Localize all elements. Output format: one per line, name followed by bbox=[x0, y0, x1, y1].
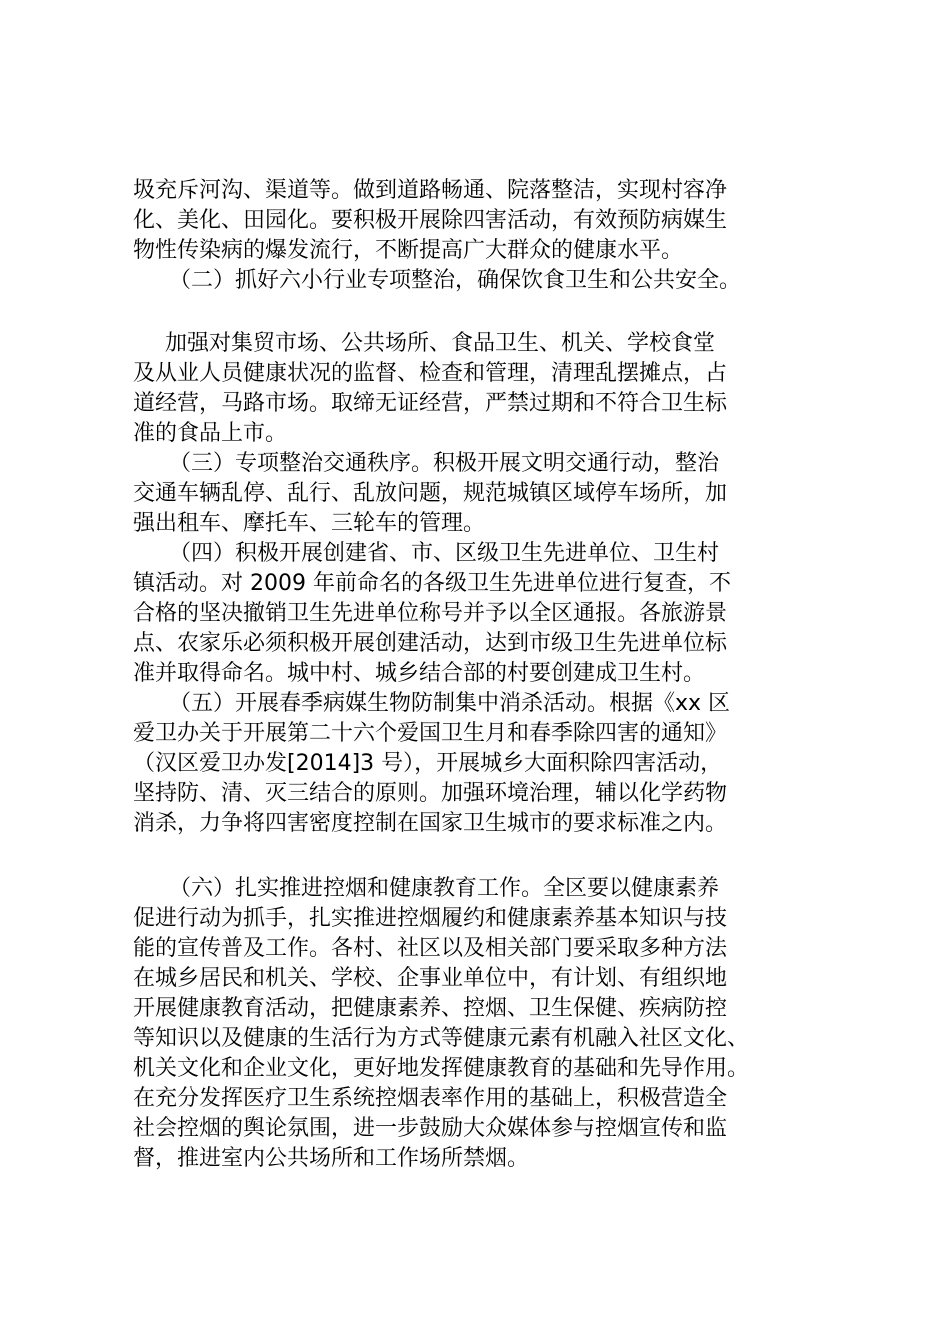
text-line: 点、农家乐必须积极开展创建活动，达到市级卫生先进单位标 bbox=[133, 631, 728, 656]
paragraph-market-supervision bbox=[133, 329, 833, 449]
text-line: 在充分发挥医疗卫生系统控烟表率作用的基础上，积极营造全 bbox=[133, 1086, 728, 1111]
text-line: 镇活动。对 2009 年前命名的各级卫生先进单位进行复查，不 bbox=[133, 571, 731, 596]
text-line: 消杀，力争将四害密度控制在国家卫生城市的要求标准之内。 bbox=[133, 811, 728, 836]
text-line: 加强对集贸市场、公共场所、食品卫生、机关、学校食堂 bbox=[165, 331, 716, 356]
text-line: 物性传染病的爆发流行，不断提高广大群众的健康水平。 bbox=[133, 238, 684, 263]
text-line: 准并取得命名。城中村、城乡结合部的村要创建成卫生村。 bbox=[133, 661, 706, 686]
text-line: 能的宣传普及工作。各村、社区以及相关部门要采取多种方法 bbox=[133, 936, 728, 961]
paragraph-traffic-order bbox=[133, 449, 833, 539]
text-line: 督，推进室内公共场所和工作场所禁烟。 bbox=[133, 1146, 530, 1171]
paragraph-tobacco-control bbox=[133, 874, 833, 1174]
text-line: 社会控烟的舆论氛围，进一步鼓励大众媒体参与控烟宣传和监 bbox=[133, 1116, 728, 1141]
text-line: （汉区爱卫办发[2014]3 号），开展城乡大面积除四害活动， bbox=[133, 751, 723, 776]
text-line: 交通车辆乱停、乱行、乱放问题，规范城镇区域停车场所，加 bbox=[133, 481, 728, 506]
text-line: 道经营，马路市场。取缔无证经营，严禁过期和不符合卫生标 bbox=[133, 391, 728, 416]
text-line: （四）积极开展创建省、市、区级卫生先进单位、卫生村 bbox=[169, 541, 720, 566]
text-line: 圾充斥河沟、渠道等。做到道路畅通、院落整洁，实现村容净 bbox=[133, 178, 728, 203]
paragraph-rural-environment bbox=[133, 176, 833, 266]
text-line: 在城乡居民和机关、学校、企事业单位中，有计划、有组织地 bbox=[133, 966, 728, 991]
text-line: （三）专项整治交通秩序。积极开展文明交通行动，整治 bbox=[169, 451, 720, 476]
text-line: 等知识以及健康的生活行为方式等健康元素有机融入社区文化、 bbox=[133, 1026, 750, 1051]
paragraph-health-units bbox=[133, 539, 833, 689]
text-line: 坚持防、清、灭三结合的原则。加强环境治理，辅以化学药物 bbox=[133, 781, 728, 806]
text-line: （五）开展春季病媒生物防制集中消杀活动。根据《xx 区 bbox=[169, 691, 731, 716]
section-heading-two bbox=[133, 266, 833, 296]
text-line: 合格的坚决撤销卫生先进单位称号并予以全区通报。各旅游景 bbox=[133, 601, 728, 626]
text-line: 准的食品上市。 bbox=[133, 421, 288, 446]
text-line: 及从业人员健康状况的监督、检查和管理，清理乱摆摊点，占 bbox=[133, 361, 728, 386]
text-line: 爱卫办关于开展第二十六个爱国卫生月和春季除四害的通知》 bbox=[133, 721, 728, 746]
text-line: 机关文化和企业文化，更好地发挥健康教育的基础和先导作用。 bbox=[133, 1056, 750, 1081]
text-line: 开展健康教育活动，把健康素养、控烟、卫生保健、疾病防控 bbox=[133, 996, 728, 1021]
paragraph-pest-control bbox=[133, 689, 833, 839]
text-line: （六）扎实推进控烟和健康教育工作。全区要以健康素养 bbox=[169, 876, 720, 901]
text-line: （二）抓好六小行业专项整治，确保饮食卫生和公共安全。 bbox=[169, 268, 742, 293]
text-line: 促进行动为抓手，扎实推进控烟履约和健康素养基本知识与技 bbox=[133, 906, 728, 931]
text-line: 化、美化、田园化。要积极开展除四害活动，有效预防病媒生 bbox=[133, 208, 728, 233]
text-line: 强出租车、摩托车、三轮车的管理。 bbox=[133, 511, 486, 536]
